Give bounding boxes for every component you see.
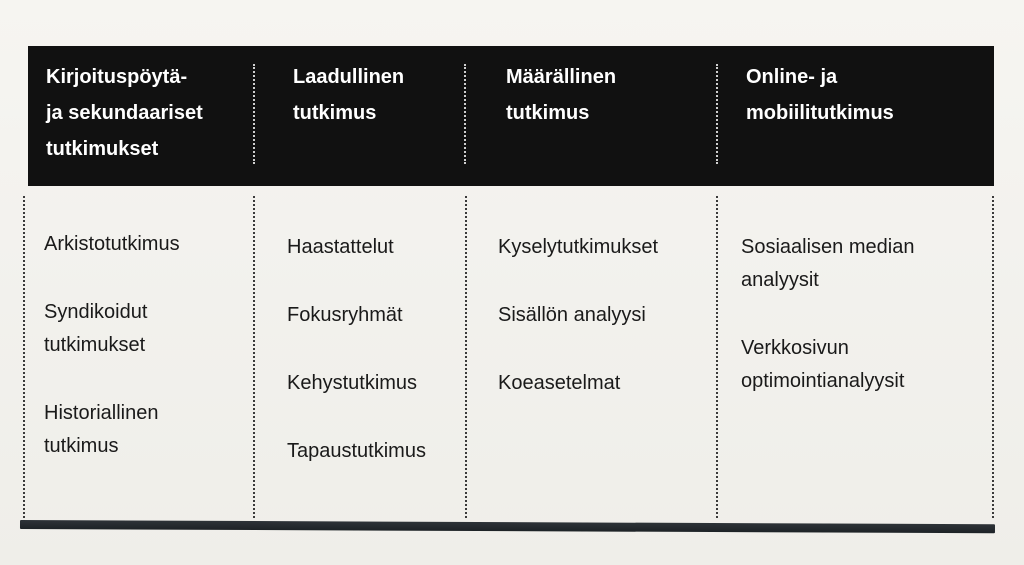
column-divider	[992, 196, 994, 518]
column-divider	[23, 196, 25, 518]
list-item: Haastattelut	[287, 236, 394, 258]
list-item: Historiallinen tutkimus	[44, 402, 159, 457]
header-online-mobile: Online- ja mobiilitutkimus	[746, 66, 894, 124]
list-item: Verkkosivun optimointianalyysit	[741, 337, 905, 392]
column-qualitative	[287, 231, 462, 503]
header-quantitative: Määrällinen tutkimus	[506, 66, 617, 124]
column-divider	[716, 196, 718, 518]
list-item: Kyselytutkimukset	[498, 236, 659, 258]
list-item: Sosiaalisen median analyysit	[741, 236, 915, 291]
header-divider	[716, 64, 718, 164]
list-item: Arkistotutkimus	[44, 233, 180, 255]
bottom-rule	[20, 520, 995, 533]
list-item: Tapaustutkimus	[287, 440, 426, 462]
header-divider	[464, 64, 466, 164]
column-divider	[465, 196, 467, 518]
table-header-row	[28, 46, 994, 186]
header-divider	[253, 64, 255, 164]
list-item: Koeasetelmat	[498, 372, 621, 394]
header-qualitative: Laadullinen tutkimus	[293, 66, 405, 124]
list-item: Fokusryhmät	[287, 304, 403, 326]
list-item: Sisällön analyysi	[498, 304, 646, 326]
list-item: Kehystutkimus	[287, 372, 418, 394]
header-desk-research: Kirjoituspöytä- ja sekundaariset tutkimukset	[46, 66, 203, 160]
column-desk-research	[44, 228, 244, 498]
column-online-mobile	[741, 231, 981, 433]
list-item: Syndikoidut tutkimukset	[44, 301, 148, 356]
column-divider	[253, 196, 255, 518]
column-quantitative	[498, 231, 708, 435]
research-methods-table	[28, 46, 994, 520]
